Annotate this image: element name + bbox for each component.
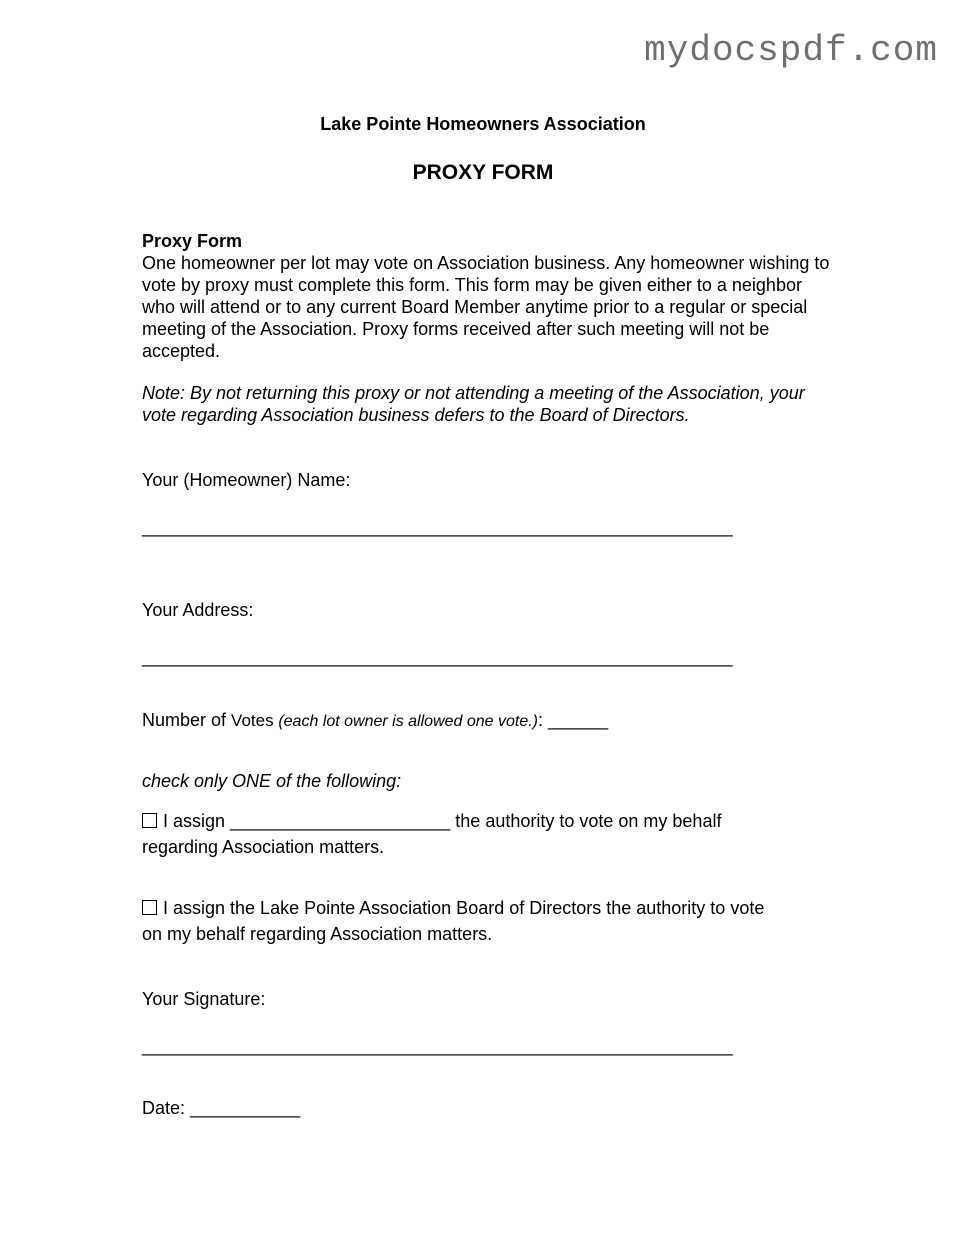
- votes-label-word: Votes: [231, 711, 279, 730]
- signature-label: Your Signature:: [142, 989, 266, 1009]
- option1-text-a: I assign: [163, 811, 231, 831]
- address-label: Your Address:: [142, 600, 254, 620]
- proxy-name-field[interactable]: ______________________: [230, 811, 451, 831]
- address-field[interactable]: ___________________________________________________________: [142, 647, 733, 667]
- watermark: mydocspdf.com: [644, 30, 938, 71]
- date-row: [142, 1095, 300, 1121]
- option1-text-b: the authority to vote on my behalf: [450, 811, 722, 831]
- option-assign-board: [142, 895, 764, 947]
- votes-label: Number of: [142, 710, 232, 730]
- organization-name: Lake Pointe Homeowners Association: [320, 114, 646, 134]
- option2-checkbox[interactable]: [142, 900, 157, 915]
- option1-checkbox[interactable]: [142, 813, 157, 828]
- votes-hint: (each lot owner is allowed one vote.): [278, 713, 539, 730]
- date-label: Date:: [142, 1098, 191, 1118]
- note-paragraph: Note: By not returning this proxy or not attending a meeting of the Association, your vote regarding Association business defers to the Board of Directors.: [142, 383, 805, 425]
- intro-section: [142, 230, 832, 426]
- votes-field[interactable]: ______: [548, 710, 609, 730]
- name-field[interactable]: ___________________________________________________________: [142, 517, 733, 537]
- votes-row: [142, 707, 608, 735]
- signature-field[interactable]: ___________________________________________________________: [142, 1036, 733, 1056]
- option2-text-a: I assign the Lake Pointe Association Board of Directors the authority to vote: [163, 898, 765, 918]
- intro-paragraph: One homeowner per lot may vote on Association business. Any homeowner wishing to vote by proxy must complete this form. This form may be given either to a neighbor who will attend or to any current Board Member anytime prior to a regular or special meeting of the Association. Proxy forms received after such meeting will not be accepted.: [142, 253, 830, 361]
- option2-text-b: on my behalf regarding Association matters.: [142, 924, 493, 944]
- date-field[interactable]: ___________: [190, 1098, 301, 1118]
- page-title: PROXY FORM: [412, 161, 554, 184]
- section-heading: Proxy Form: [142, 231, 243, 251]
- option-assign-person: [142, 808, 721, 860]
- option1-text-c: regarding Association matters.: [142, 837, 385, 857]
- instruction-text: check only ONE of the following:: [142, 771, 402, 791]
- votes-colon: :: [538, 710, 549, 730]
- name-label: Your (Homeowner) Name:: [142, 470, 351, 490]
